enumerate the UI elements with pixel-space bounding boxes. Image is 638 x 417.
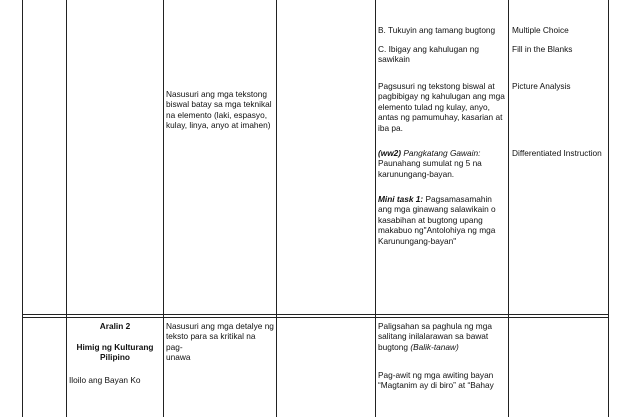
ww2-activity <box>378 148 506 179</box>
assessment-picture-analysis: Picture Analysis <box>512 81 571 91</box>
iloilo-text: Iloilo ang Bayan Ko <box>69 375 141 385</box>
balik-tanaw-text: (Balik-tanaw) <box>410 341 459 352</box>
paligsahan-activity <box>378 321 506 352</box>
ww2-label: (ww2) <box>378 148 402 158</box>
pag-awit-text: Pag-awit ng mga awiting bayan “Magtanim ay di biro” at “Bahay <box>378 370 494 391</box>
ww2-body: Paunahang sumulat ng 5 na karunungang-bayan. <box>378 158 482 179</box>
activity-c-text: C. Ibigay ang kahulugan ng sawikain <box>378 44 480 65</box>
table-border-right <box>608 0 609 417</box>
assessment-differentiated: Differentiated Instruction <box>512 148 602 158</box>
column-divider-2 <box>163 0 164 417</box>
competency-text-details: Nasusuri ang mga detalye ng teksto para sa kritikal na pag- unawa <box>166 321 274 363</box>
column-divider-3 <box>276 0 277 417</box>
mini-task-body: Pagsamasamahin ang mga ginawang salawikain o kasabihan at bugtong upang makabuo ng"Antolohiya ng mga Karunungang-bayan" <box>378 194 496 246</box>
mini-task-label: Mini task 1: <box>378 194 424 204</box>
column-divider-5 <box>508 0 509 417</box>
assessment-multiple-choice: Multiple Choice <box>512 25 569 35</box>
himig-title: Himig ng Kulturang Pilipino <box>76 342 154 363</box>
pagsusuri-text: Pagsusuri ng tekstong biswal at pagbibigay ng kahulugan ang mga elemento tulad ng kulay, anyo, antas ng pamumuhay, kasarian at iba pa. <box>378 81 505 133</box>
competency-text-visual: Nasusuri ang mga tekstong biswal batay sa mga teknikal na elemento (laki, espasyo, kulay, linya, anyo at imahen) <box>166 89 272 131</box>
mini-task-activity <box>378 194 506 246</box>
table-border-left <box>22 0 23 417</box>
paligsahan-text: Paligsahan sa paghula ng mga salitang inilalarawan sa bawat bugtong <box>378 321 492 352</box>
column-divider-4 <box>375 0 376 417</box>
ww2-title: Pangkatang Gawain: <box>401 148 481 158</box>
aralin-label: Aralin 2 <box>99 321 131 331</box>
activity-b-text: B. Tukuyin ang tamang bugtong <box>378 25 496 35</box>
assessment-fill-blanks: Fill in the Blanks <box>512 44 573 54</box>
row-divider-inner <box>22 317 609 318</box>
row-divider <box>22 314 609 315</box>
